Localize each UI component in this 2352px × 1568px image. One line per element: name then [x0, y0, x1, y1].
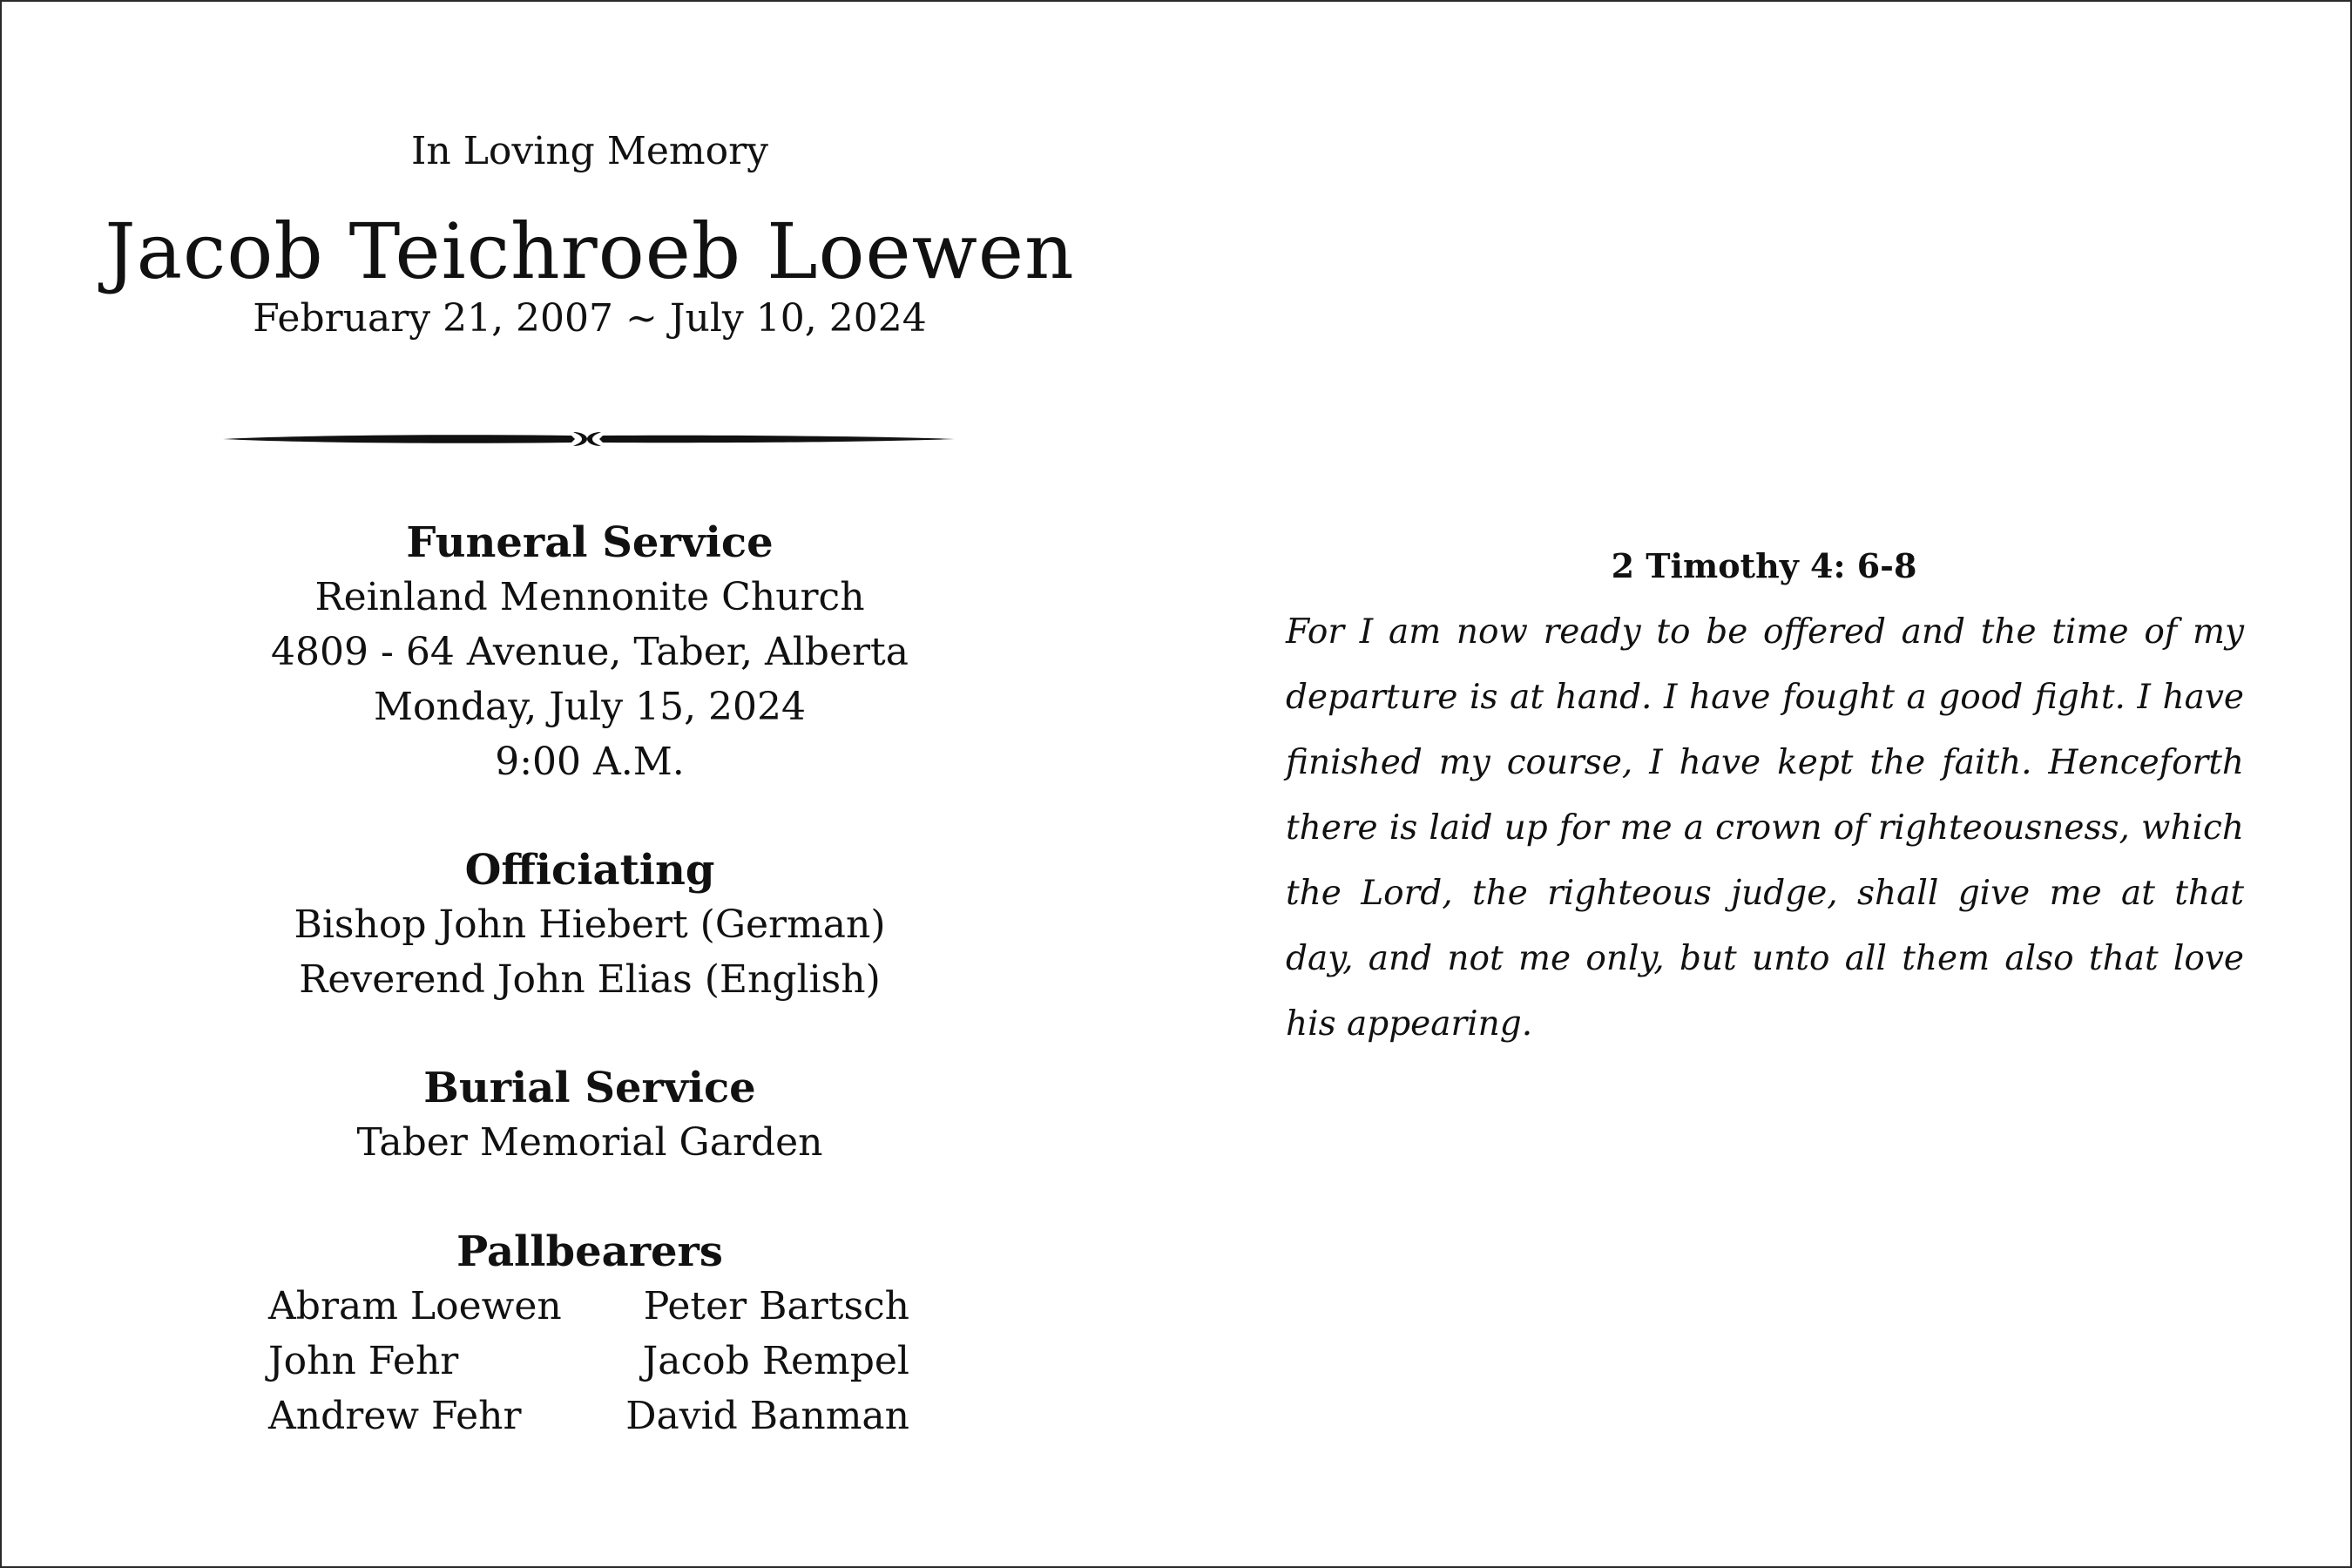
pallbearers-heading: Pallbearers — [456, 1227, 723, 1276]
pallbearer-name: John Fehr — [268, 1339, 459, 1383]
pallbearers-right-column — [268, 1279, 909, 1443]
pallbearer-name: David Banman — [625, 1394, 909, 1438]
left-panel — [2, 2, 1178, 1566]
deceased-name: Jacob Teichroeb Loewen — [105, 206, 1075, 296]
funeral-date: Monday, July 15, 2024 — [373, 685, 807, 729]
pallbearer-name: Andrew Fehr — [268, 1394, 522, 1438]
burial-location: Taber Memorial Garden — [356, 1120, 823, 1165]
funeral-church: Reinland Mennonite Church — [314, 575, 865, 619]
pallbearer-name: Abram Loewen — [268, 1284, 562, 1328]
scripture-text: For I am now ready to be offered and the time of my departure is at hand. I have fought a good fight. I have finished my course, I have kept the faith. Henceforth there is laid up for me a crown of righteousness, which the Lord, the righteous judge, shall give me at that day, and not me only, but unto all them also that love his appearing. — [1286, 612, 2244, 1044]
funeral-time: 9:00 A.M. — [495, 740, 685, 784]
officiant-english: Reverend John Elias (English) — [299, 957, 881, 1002]
funeral-service-section — [2, 516, 1178, 789]
burial-service-section — [2, 1061, 1178, 1170]
ornamental-divider — [223, 423, 955, 455]
memorial-intro: In Loving Memory — [410, 129, 769, 173]
pallbearer-name: Jacob Rempel — [642, 1339, 909, 1383]
life-dates: February 21, 2007 ~ July 10, 2024 — [253, 296, 927, 341]
officiant-german: Bishop John Hiebert (German) — [294, 902, 886, 947]
funeral-service-heading: Funeral Service — [406, 518, 774, 567]
funeral-address: 4809 - 64 Avenue, Taber, Alberta — [271, 630, 909, 674]
officiating-heading: Officiating — [464, 846, 715, 895]
pallbearer-name: Peter Bartsch — [643, 1284, 909, 1328]
burial-service-heading: Burial Service — [423, 1064, 756, 1112]
scripture-reference: 2 Timothy 4: 6-8 — [1611, 546, 1917, 585]
officiating-section — [2, 843, 1178, 1007]
pallbearers-section — [2, 1225, 1178, 1438]
right-panel — [1178, 2, 2350, 1566]
